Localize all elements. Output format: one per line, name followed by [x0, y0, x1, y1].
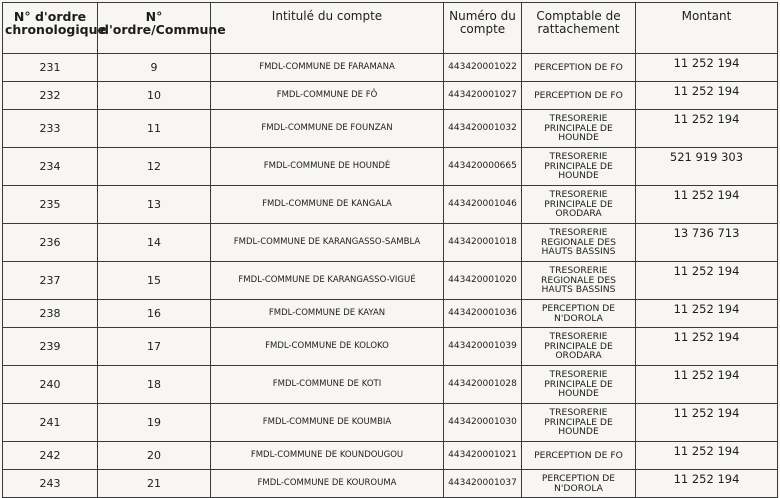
cell-comptable: TRESORERIE REGIONALE DES HAUTS BASSINS [522, 224, 636, 262]
cell-ordre-commune: 14 [98, 224, 211, 262]
cell-numero: 443420001032 [444, 110, 522, 148]
cell-ordre-chronologique: 237 [3, 262, 98, 300]
cell-intitule: FMDL-COMMUNE DE KANGALA [211, 186, 444, 224]
cell-ordre-commune: 9 [98, 54, 211, 82]
cell-ordre-chronologique: 238 [3, 300, 98, 328]
cell-ordre-chronologique: 232 [3, 82, 98, 110]
cell-montant: 11 252 194 [636, 470, 778, 498]
cell-numero: 443420001020 [444, 262, 522, 300]
cell-comptable: PERCEPTION DE N'DOROLA [522, 300, 636, 328]
table-row [3, 186, 778, 224]
header-intitule: Intitulé du compte [211, 3, 444, 54]
cell-ordre-commune: 12 [98, 148, 211, 186]
table-row [3, 148, 778, 186]
cell-ordre-commune: 13 [98, 186, 211, 224]
cell-ordre-chronologique: 243 [3, 470, 98, 498]
table-row [3, 328, 778, 366]
table-row [3, 262, 778, 300]
cell-ordre-commune: 15 [98, 262, 211, 300]
cell-ordre-commune: 17 [98, 328, 211, 366]
cell-ordre-chronologique: 233 [3, 110, 98, 148]
cell-numero: 443420001039 [444, 328, 522, 366]
header-ordre-chronologique: N° d'ordre chronologique [3, 3, 98, 54]
table-row [3, 300, 778, 328]
cell-numero: 443420001021 [444, 442, 522, 470]
cell-ordre-commune: 20 [98, 442, 211, 470]
cell-comptable: PERCEPTION DE N'DOROLA [522, 470, 636, 498]
cell-montant: 11 252 194 [636, 54, 778, 82]
cell-intitule: FMDL-COMMUNE DE FOUNZAN [211, 110, 444, 148]
cell-intitule: FMDL-COMMUNE DE KOTI [211, 366, 444, 404]
cell-ordre-commune: 16 [98, 300, 211, 328]
cell-intitule: FMDL-COMMUNE DE KOUMBIA [211, 404, 444, 442]
cell-montant: 11 252 194 [636, 328, 778, 366]
cell-comptable: PERCEPTION DE FO [522, 54, 636, 82]
cell-montant: 11 252 194 [636, 300, 778, 328]
header-montant: Montant [636, 3, 778, 54]
cell-intitule: FMDL-COMMUNE DE KOUNDOUGOU [211, 442, 444, 470]
table-body [3, 54, 778, 498]
cell-comptable: TRESORERIE PRINCIPALE DE HOUNDE [522, 366, 636, 404]
header-numero: Numéro du compte [444, 3, 522, 54]
cell-numero: 443420001022 [444, 54, 522, 82]
table-row [3, 366, 778, 404]
cell-numero: 443420001028 [444, 366, 522, 404]
cell-ordre-chronologique: 235 [3, 186, 98, 224]
cell-comptable: TRESORERIE PRINCIPALE DE ORODARA [522, 328, 636, 366]
cell-ordre-commune: 10 [98, 82, 211, 110]
cell-comptable: TRESORERIE PRINCIPALE DE HOUNDE [522, 404, 636, 442]
cell-montant: 521 919 303 [636, 148, 778, 186]
cell-ordre-chronologique: 236 [3, 224, 98, 262]
cell-ordre-commune: 11 [98, 110, 211, 148]
cell-intitule: FMDL-COMMUNE DE KAYAN [211, 300, 444, 328]
cell-ordre-chronologique: 231 [3, 54, 98, 82]
cell-numero: 443420001046 [444, 186, 522, 224]
cell-comptable: TRESORERIE PRINCIPALE DE ORODARA [522, 186, 636, 224]
header-ordre-commune: N° d'ordre/Commune [98, 3, 211, 54]
cell-numero: 443420001027 [444, 82, 522, 110]
cell-comptable: PERCEPTION DE FO [522, 442, 636, 470]
cell-ordre-commune: 19 [98, 404, 211, 442]
cell-intitule: FMDL-COMMUNE DE KOLOKO [211, 328, 444, 366]
table-row [3, 404, 778, 442]
cell-intitule: FMDL-COMMUNE DE HOUNDÉ [211, 148, 444, 186]
cell-comptable: TRESORERIE PRINCIPALE DE HOUNDE [522, 148, 636, 186]
cell-ordre-chronologique: 241 [3, 404, 98, 442]
cell-numero: 443420001037 [444, 470, 522, 498]
cell-montant: 11 252 194 [636, 442, 778, 470]
cell-numero: 443420001036 [444, 300, 522, 328]
cell-montant: 11 252 194 [636, 186, 778, 224]
cell-intitule: FMDL-COMMUNE DE KOUROUMA [211, 470, 444, 498]
cell-montant: 11 252 194 [636, 404, 778, 442]
table-row [3, 54, 778, 82]
cell-montant: 11 252 194 [636, 366, 778, 404]
fmdl-accounts-table [2, 2, 778, 498]
cell-numero: 443420001018 [444, 224, 522, 262]
cell-intitule: FMDL-COMMUNE DE FARAMANA [211, 54, 444, 82]
cell-ordre-chronologique: 239 [3, 328, 98, 366]
cell-ordre-chronologique: 242 [3, 442, 98, 470]
cell-intitule: FMDL-COMMUNE DE KARANGASSO-SAMBLA [211, 224, 444, 262]
table-row [3, 470, 778, 498]
cell-numero: 443420000665 [444, 148, 522, 186]
cell-ordre-commune: 18 [98, 366, 211, 404]
cell-intitule: FMDL-COMMUNE DE FÔ [211, 82, 444, 110]
cell-comptable: TRESORERIE PRINCIPALE DE HOUNDE [522, 110, 636, 148]
cell-numero: 443420001030 [444, 404, 522, 442]
cell-comptable: PERCEPTION DE FO [522, 82, 636, 110]
cell-montant: 11 252 194 [636, 82, 778, 110]
table-header-row [3, 3, 778, 54]
cell-comptable: TRESORERIE REGIONALE DES HAUTS BASSINS [522, 262, 636, 300]
table-row [3, 110, 778, 148]
cell-ordre-chronologique: 234 [3, 148, 98, 186]
cell-montant: 13 736 713 [636, 224, 778, 262]
cell-montant: 11 252 194 [636, 110, 778, 148]
cell-ordre-chronologique: 240 [3, 366, 98, 404]
cell-intitule: FMDL-COMMUNE DE KARANGASSO-VIGUÉ [211, 262, 444, 300]
cell-ordre-commune: 21 [98, 470, 211, 498]
table-row [3, 442, 778, 470]
table-row [3, 82, 778, 110]
cell-montant: 11 252 194 [636, 262, 778, 300]
header-comptable: Comptable de rattachement [522, 3, 636, 54]
table-row [3, 224, 778, 262]
